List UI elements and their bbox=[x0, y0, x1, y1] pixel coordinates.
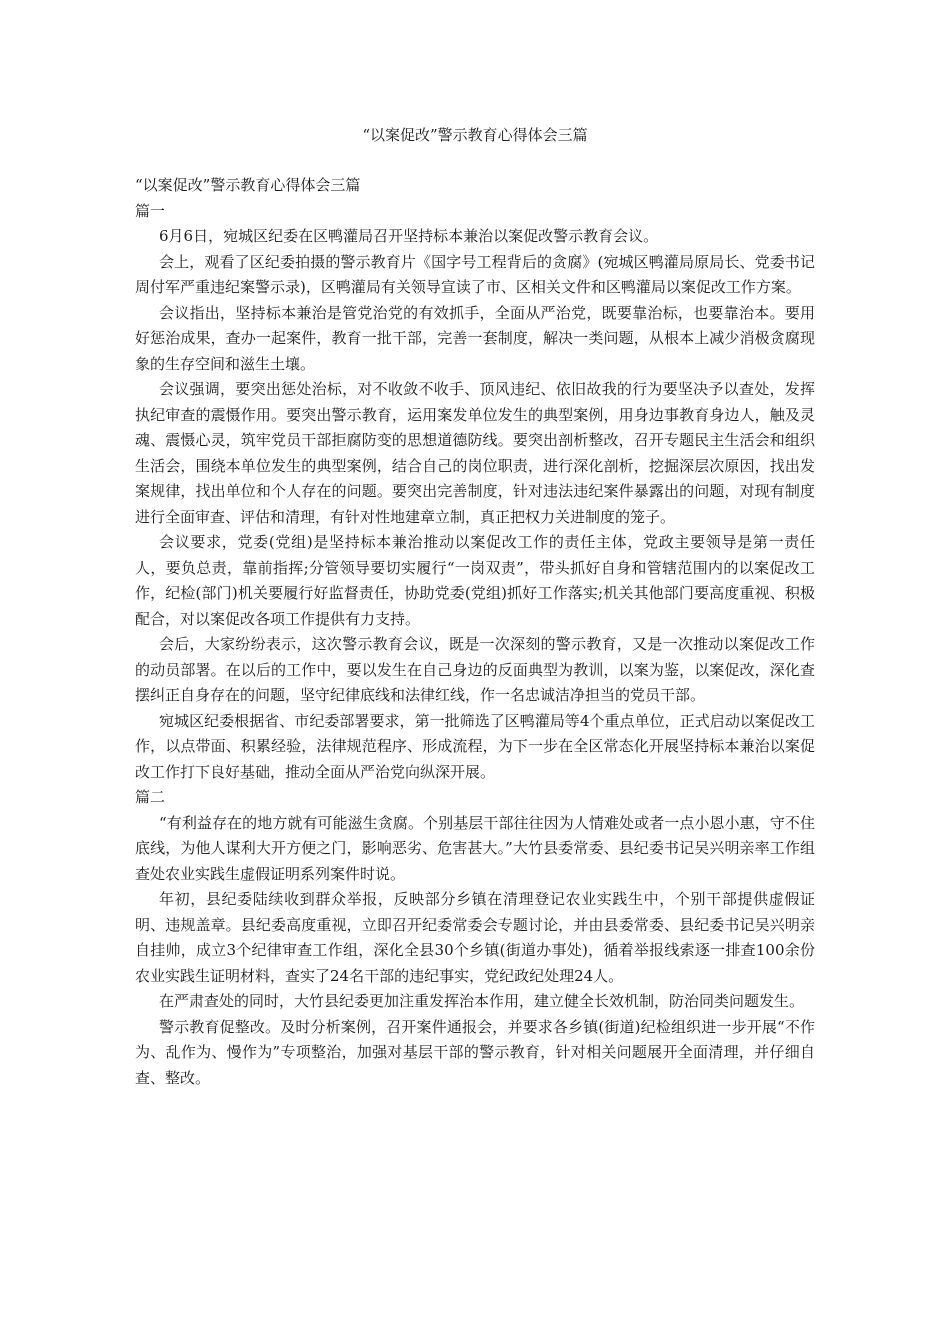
section-heading-part1: 篇一 bbox=[135, 201, 166, 220]
paragraph: 会议要求，党委(党组)是坚持标本兼治推动以案促改工作的责任主体，党政主要领导是第一责任人，要负总责，靠前指挥;分管领导要切实履行“一岗双责”，带头抓好自身和管辖范围内的以案促改工作，纪检(部门)机关要履行好监督责任，协助党委(党组)抓好工作落实;机关其他部门要高度重视、积极配合，对以案促改各项工作提供有力支持。 bbox=[135, 533, 815, 628]
document-title: “以案促改”警示教育心得体会三篇 bbox=[362, 126, 588, 144]
document-subtitle: “以案促改”警示教育心得体会三篇 bbox=[135, 176, 361, 194]
section-heading-part2: 篇二 bbox=[135, 788, 166, 806]
paragraph: 年初，县纪委陆续收到群众举报，反映部分乡镇在清理登记农业实践生中，个别干部提供虚假证明、违规盖章。县纪委高度重视，立即召开纪委常委会专题讨论，并由县委常委、县纪委书记吴兴明亲自挂帅，成立3个纪律审查工作组，深化全县30个乡镇(街道办事处)，循着举报线索逐一排查100余份农业实践生证明材料，查实了24名干部的违纪事实，党纪政纪处理24人。 bbox=[135, 890, 815, 985]
paragraph: 会后，大家纷纷表示，这次警示教育会议，既是一次深刻的警示教育，又是一次推动以案促改工作的动员部署。在以后的工作中，要以发生在自己身边的反面典型为教训，以案为鉴，以案促改，深化查摆纠正自身存在的问题，坚守纪律底线和法律红线，作一名忠诚洁净担当的党员干部。 bbox=[135, 635, 815, 704]
paragraph: 在严肃查处的同时，大竹县纪委更加注重发挥治本作用，建立健全长效机制，防治同类问题发生。 bbox=[159, 992, 805, 1010]
paragraph: 会议强调，要突出惩处治标，对不收敛不收手、顶风违纪、依旧故我的行为要坚决予以查处，发挥执纪审查的震慑作用。要突出警示教育，运用案发单位发生的典型案例，用身边事教育身边人，触及灵魂、震慑心灵，筑牢党员干部拒腐防变的思想道德防线。要突出剖析整改，召开专题民主生活会和组织生活会，围绕本单位发生的典型案例，结合自己的岗位职责，进行深化剖析，挖掘深层次原因，找出发案规律，找出单位和个人存在的问题。要突出完善制度，针对违法违纪案件暴露出的问题，对现有制度进行全面审查、评估和清理，有针对性地建章立制，真正把权力关进制度的笼子。 bbox=[135, 380, 815, 526]
paragraph: “有利益存在的地方就有可能滋生贪腐。个别基层干部往往因为人情难处或者一点小恩小惠，守不住底线，为他人谋利大开方便之门，影响恶劣、危害甚大。”大竹县委常委、县纪委书记吴兴明亲率工作组查处农业实践生虚假证明系列案件时说。 bbox=[135, 813, 815, 883]
paragraph: 会上，观看了区纪委拍摄的警示教育片《国字号工程背后的贪腐》(宛城区鸭灌局原局长、党委书记周付军严重违纪案警示录)，区鸭灌局有关领导宣读了市、区相关文件和区鸭灌局以案促改工作方案。 bbox=[135, 252, 815, 296]
document-body bbox=[135, 173, 815, 1091]
paragraph: 6月6日，宛城区纪委在区鸭灌局召开坚持标本兼治以案促改警示教育会议。 bbox=[159, 227, 659, 245]
paragraph: 警示教育促整改。及时分析案例，召开案件通报会，并要求各乡镇(街道)纪检组织进一步开展“不作为、乱作为、慢作为”专项整治，加强对基层干部的警示教育，针对相关问题展开全面清理，并仔细自查、整改。 bbox=[135, 1017, 815, 1087]
paragraph: 会议指出，坚持标本兼治是管党治党的有效抓手，全面从严治党，既要靠治标，也要靠治本。要用好惩治成果，查办一起案件，教育一批干部，完善一套制度，解决一类问题，从根本上减少消极贪腐现象的生存空间和滋生土壤。 bbox=[135, 303, 815, 373]
paragraph: 宛城区纪委根据省、市纪委部署要求，第一批筛选了区鸭灌局等4个重点单位，正式启动以案促改工作，以点带面、积累经验，法律规范程序、形成流程，为下一步在全区常态化开展坚持标本兼治以案促改工作打下良好基础，推动全面从严治党向纵深开展。 bbox=[135, 711, 815, 781]
